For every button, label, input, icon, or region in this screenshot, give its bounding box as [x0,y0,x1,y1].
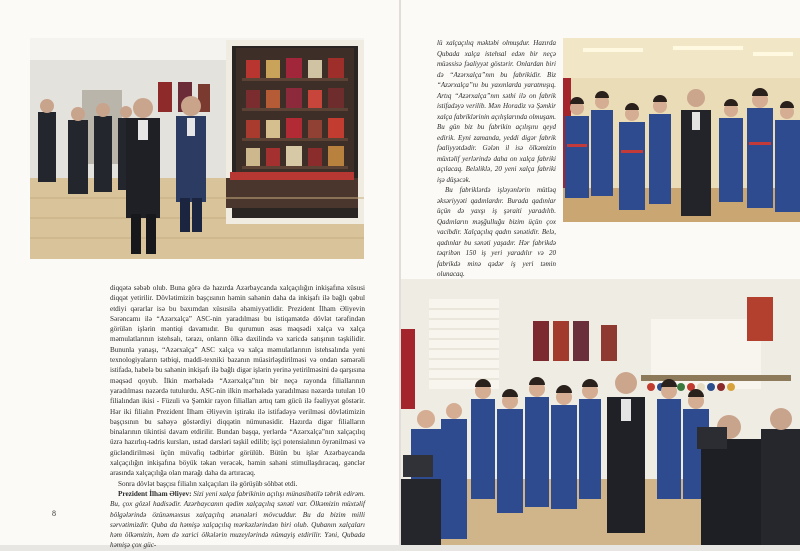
speaker-name: Prezident İlham Əliyev: [118,489,192,498]
showroom-photo [30,38,364,259]
right-paragraph-1: lü xalçaçılıq məktəbi olmuşdur. Hazırda Qubada xalça istehsal edən bir neçə müəssisə fəaliyyət göstərir. Onlardan biri də “Azərxalça”nın bu fabrikidir. Biz “Azərxalça”nı bu yaxınlarda yaratmışıq. Artıq “Azərxalça”nın səthi ilə on fabrik istifadəyə verilib. Mən Horadiz və Şəmkir xalça fabriklərinin açılışlarında olmuşam. Bu gün biz bu fabrikin açılışını qeyd edirik. Eyni zamanda, yeddi digər fabrik fəaliyyətdədir. Gələn il isə ölkəmizin müxtəlif yerlərində daha on xalça fabriki açılacaq. Beləliklə, 20 yeni xalça fabriki işə düşəcək. [437,39,556,184]
left-article-text [110,283,365,551]
left-paragraph-1: diqqətə səbəb olub. Buna görə də hazırda Azərbaycanda xalçaçılığın inkişafına xüsusi diqqət yetirilir. Dövlətimizin başçısının həmin sahənin daha da inkişafı ilə bağlı qəbul etdiyi qərarlar isə bu baxımdan xüsusilə əhəmiyyətlidir. Prezident İlham Əliyevin Sərəncamı ilə “Azərxalça” ASC-nin yaradılması bu istiqamətdə dövlət tərəfindən görülən işlərin məntiqi davamıdır. Bu qurumun əsas məqsədi xalça və xalça məmulatlarının istehsalı, tərazı, onların ölkə daxilində və xaricdə satışının təşkilidir. Bununla yanaşı, “Azərxalça” ASC xalça və xalça məmulatlarının istehsalında yeni texnologiyaların tətbiqi, maddi-texniki bazanın müasirləşdirilməsi və ondan səmərəli istifadə, habelə bu sahənin inkişafı ilə bağlı digər işlərin yerinə yetirilməsini də qarşısına məqsəd qoyub. İlkin mərhələdə “Azərxalça”nın bir neçə rayonda filiallarının yaradılması nəzərdə tutulurdu. ASC-nin ilkin mərhələdə yaradılması nəzərdə tutulan 10 filialından ikisi - Füzuli və Şəmkir rayon filialları artıq tam gücü ilə fəaliyyət göstərir. Hər iki filialın Prezident İlham Əliyevin iştirakı ilə istifadəyə verilməsi dövlətimizin başçısının bu sahəyə göstərdiyi diqqətin nümunəsidir. Hazırda digər filialların binalarının tikintisi davam etdirilir. Bundan başqa, yerlərdə “Azərxalça”nın xalçaçılıq üzrə hazırlıq-tədris kursları, ustad dərsləri təşkil edilib; işçi potensialının öyrənilməsi və gücləndirilməsi üçün müvafiq tədbirlər görülüb. Bütün bu işlər Azərbaycanda xalçaçılığın inkişafına böyük təkan verəcək, həmin sahəni stimullaşdıracaq, gənclər arasında xalçaçılığa olan marağı daha da artıracaq. [110,284,365,478]
quote-text: Sizi yeni xalça fabrikinin açılışı münasibətilə təbrik edirəm. Bu, çox gözəl hadisədir. Azərbaycanın qədim xalçaçılıq sənəti var. Ölkəmizin müxtəlif bölgələrində özünəməxsus xalçaçılıq ənənələri mövcuddur. Bu da bizim milli sərvətimizdir. Quba da həmişə xalçaçılıq mərkəzlərindən biri olub. Qubanın xalçaları həm ölkəmizin, həm də xarici ölkələrin muzeylərində nümayiş etdirilir. Yəni, Qubada həmişə çox güc- [110,489,366,550]
weavers-group-photo [563,38,800,222]
right-page [401,0,800,545]
weaving-hall-photo [401,279,800,545]
right-paragraph-2: Bu fabriklərdə işləyənlərin mütləq əksəriyyəti qadınlardır. Burada qadınlar üçün də yaxşı iş şəraiti yaradılıb. Qadınların məşğulluğu bizim üçün çox vacibdir. Xalçaçılıq qadın sənətidir. Belə, qadınlar bu sənəti yaşadır. Hər fabrikdə təqribən 150 iş yeri yaradılır və 20 fabrikdə minə qədər iş yeri təmin olunacaq. [437,186,556,278]
left-paragraph-2: Sonra dövlət başçısı filialın xalçaçıları ilə görüşüb söhbət etdi. [118,479,298,488]
quote-paragraph [110,489,365,551]
left-page [0,0,399,550]
page-number: 8 [52,509,56,518]
